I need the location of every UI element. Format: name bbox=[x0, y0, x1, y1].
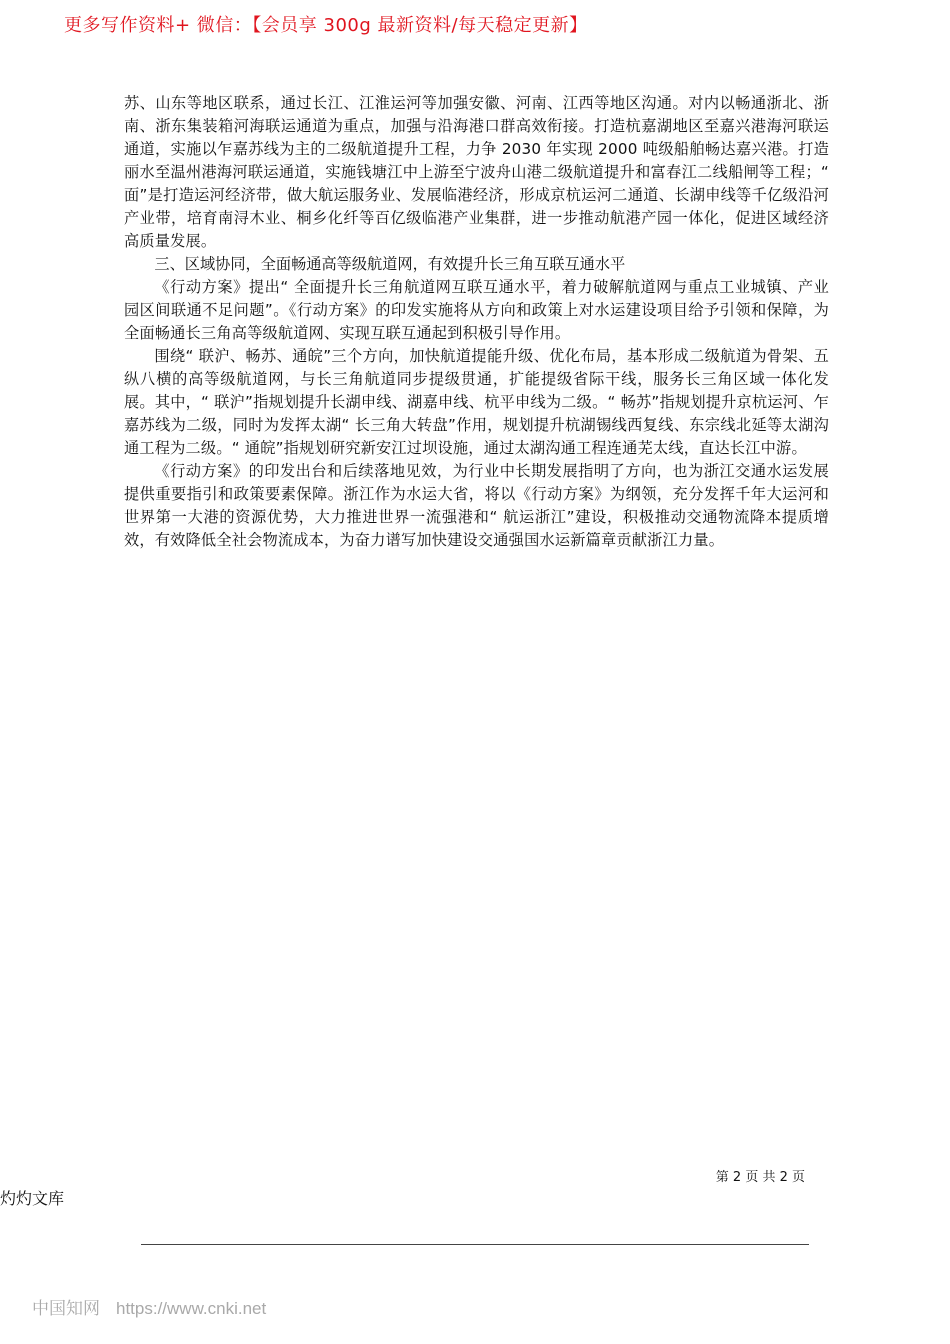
footer-brand: 灼灼文库 bbox=[0, 1189, 65, 1208]
paragraph: 围绕“ 联沪、畅苏、通皖”三个方向，加快航道提能升级、优化布局，基本形成二级航道为骨架、五纵八横的高等级航道网，与长三角航道同步提级贯通，扩能提级省际干线，服务长三角区域一体化发展。其中，“ 联沪”指规划提升长湖申线、湖嘉申线、杭平申线为二级。“ 畅苏”指规划提升京杭运河、乍嘉苏线为二级，同时为发挥太湖“ 长三角大转盘”作用，规划提升杭湖锡线西复线、东宗线北延等太湖沟通工程为二级。“ 通皖”指规划研究新安江过坝设施，通过太湖沟通工程连通芜太线，直达长江中游。 bbox=[124, 347, 829, 457]
paragraph: 苏、山东等地区联系，通过长江、江淮运河等加强安徽、河南、江西等地区沟通。对内以畅通浙北、浙南、浙东集装箱河海联运通道为重点，加强与沿海港口群高效衔接。打造杭嘉湖地区至嘉兴港海河联运通道，实施以乍嘉苏线为主的二级航道提升工程，力争 2030 年实现 2000 吨级船舶畅达嘉兴港。打造丽水至温州港海河联运通道，实施钱塘江中上游至宁波舟山港二级航道提升和富春江二线船闸等工程；“ 面”是打造运河经济带，做大航运服务业、发展临港经济，形成京杭运河二通道、长湖申线等千亿级沿河产业带，培育南浔木业、桐乡化纤等百亿级临港产业集群，进一步推动航港产园一体化，促进区域经济高质量发展。 bbox=[124, 94, 829, 250]
document-body bbox=[124, 92, 829, 552]
paragraph: 《行动方案》提出“ 全面提升长三角航道网互联互通水平，着力破解航道网与重点工业城镇、产业园区间联通不足问题”。《行动方案》的印发实施将从方向和政策上对水运建设项目给予引领和保障，为全面畅通长三角高等级航道网、实现互联互通起到积极引导作用。 bbox=[124, 278, 829, 342]
promo-banner: 更多写作资料+ 微信：【会员享 300g 最新资料/每天稳定更新】 bbox=[64, 15, 588, 36]
section-heading: 三、区域协同，全面畅通高等级航道网，有效提升长三角互联互通水平 bbox=[154, 255, 626, 273]
page-number: 第 2 页 共 2 页 bbox=[715, 1170, 805, 1185]
watermark-name: 中国知网 bbox=[32, 1299, 100, 1318]
cnki-watermark bbox=[32, 1294, 282, 1319]
paragraph: 《行动方案》的印发出台和后续落地见效，为行业中长期发展指明了方向，也为浙江交通水运发展提供重要指引和政策要素保障。浙江作为水运大省，将以《行动方案》为纲领，充分发挥千年大运河和世界第一大港的资源优势，大力推进世界一流强港和“ 航运浙江”建设，积极推动交通物流降本提质增效，有效降低全社会物流成本，为奋力谱写加快建设交通强国水运新篇章贡献浙江力量。 bbox=[124, 462, 829, 549]
watermark-url[interactable]: https://www.cnki.net bbox=[116, 1299, 267, 1318]
footer-divider bbox=[141, 1244, 809, 1245]
